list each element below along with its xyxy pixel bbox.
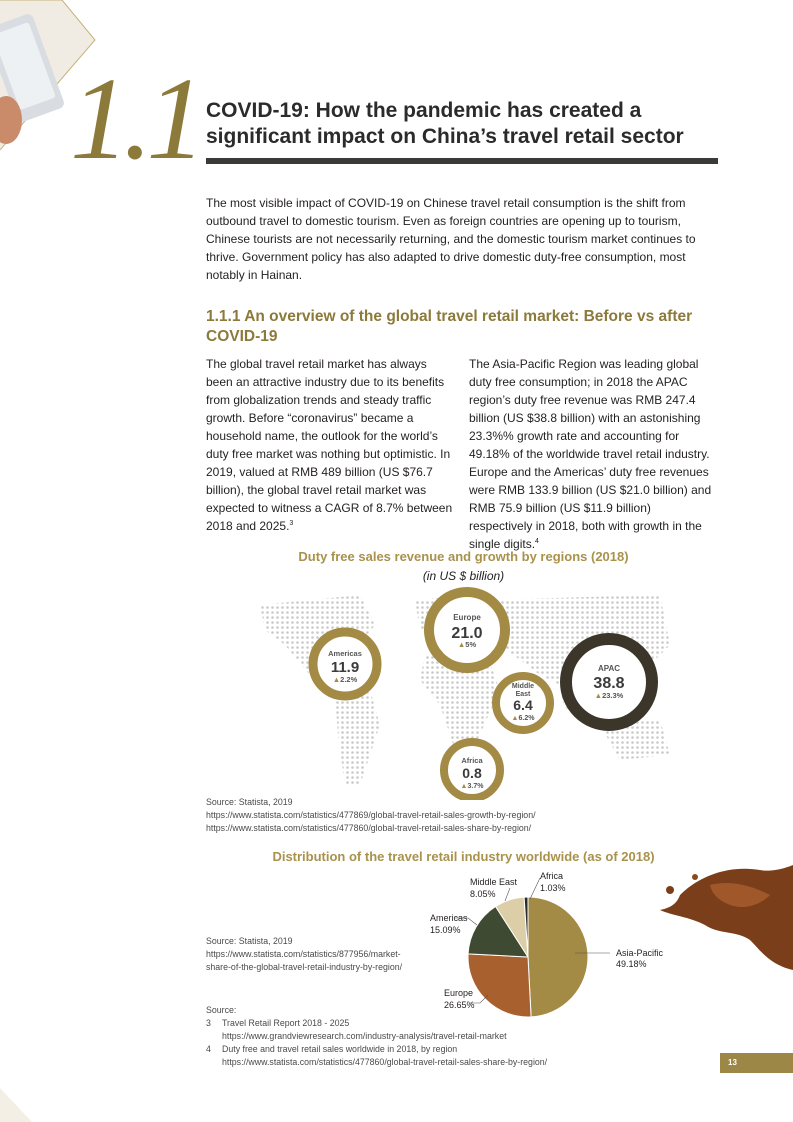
chart2-title: Distribution of the travel retail industry worldwide (as of 2018) [272,849,655,864]
bubble-americas [313,632,377,696]
pie-value-middle-east: 8.05% [470,889,496,899]
chart1-sources [206,796,706,835]
left-column-text [206,355,456,535]
pie-label-asia-pacific: Asia-Pacific [616,948,664,958]
title-rule [206,158,718,164]
pie-value-americas: 15.09% [430,925,461,935]
up-triangle-icon: ▲ [460,783,468,790]
bubble-africa-growth: 3.7% [467,783,484,790]
chart1-source-label: Source: Statista, 2019 [206,797,293,807]
footnote-3-number: 3 [206,1018,211,1028]
chart2-source-link-2[interactable]: share-of-the-global-travel-retail-industry-by-region/ [206,962,403,972]
bubble-europe-growth: 5% [465,640,477,649]
bubble-middle-east-label-2: East [515,691,531,698]
chart1-subtitle: (in US $ billion) [422,569,505,583]
bubble-middle-east-growth: 6.2% [518,715,535,722]
pie-value-asia-pacific: 49.18% [616,959,647,969]
right-column-text [469,355,717,553]
section-number: 1.1 [70,53,200,184]
up-triangle-icon: ▲ [457,640,466,649]
footnote-ref-3: 3 [289,520,294,527]
chart1-title: Duty free sales revenue and growth by regions (2018) [298,549,629,564]
chart1-source-link-1[interactable]: https://www.statista.com/statistics/477869/global-travel-retail-sales-growth-by-region/ [206,810,536,820]
right-column-body: The Asia-Pacific Region was leading global duty free consumption; in 2018 the APAC region’s duty free revenue was RMB 247.4 billion (US $38.8 billion) with an astonishing 23.3%% growth rate and accounting for 49.18% of the worldwide travel retail industry. Europe and the Americas’ duty free revenues were RMB 133.9 billion (US $21.0 billion) and RMB 75.9 billion (US $11.9 billion) respectively in 2018, both with growth in the single digits. [469,357,712,551]
bubble-europe-label: Europe [453,613,481,622]
bubble-europe-growth-line [458,640,477,649]
bubble-apac-value: 38.8 [593,675,625,692]
bubble-apac-growth: 23.3% [602,691,624,700]
footnotes [206,1004,706,1069]
bubble-apac [566,639,652,725]
bubble-apac-label: APAC [597,664,621,673]
intro-paragraph: The most visible impact of COVID-19 on Chinese travel retail consumption is the shift from outbound travel to domestic tourism. Even as foreign countries are opening up to tourism, Chinese tourists are not necessarily returning, and the domestic tourism market continues to thrive. Government policy has also adapted to drive domestic duty-free consumption, most notably in Hainan. [206,196,696,282]
bubble-apac-growth-line [595,691,624,700]
footnotes-label: Source: [206,1005,237,1015]
bubble-middle-east-label-1: Middle [511,683,535,690]
bubble-americas-value: 11.9 [330,659,360,676]
bubble-europe [429,592,505,668]
bubble-americas-growth: 2.2% [340,675,358,684]
bubble-middle-east [496,676,550,730]
pie-slice-asia-pacific [528,897,588,1017]
world-map-bubble-chart [240,585,700,800]
footnote-4-link[interactable]: https://www.statista.com/statistics/477860/global-travel-retail-sales-share-by-region/ [222,1057,548,1067]
bubble-middle-east-growth-line [512,715,536,722]
up-triangle-icon: ▲ [594,691,603,700]
pie-label-europe: Europe [444,988,474,998]
footnote-4-title: Duty free and travel retail sales worldwide in 2018, by region [222,1044,458,1054]
chart2-sources [206,935,446,974]
bubble-africa-value: 0.8 [462,765,482,781]
bubble-americas-growth-line [333,675,358,684]
bottom-corner-decoration [0,1088,40,1122]
footnote-4-number: 4 [206,1044,211,1054]
footnote-ref-4: 4 [535,538,539,545]
pie-value-europe: 26.65% [444,1000,475,1010]
chart2-source-label: Source: Statista, 2019 [206,936,293,946]
bubble-africa [444,742,500,798]
section-title: COVID-19: How the pandemic has created a significant impact on China’s travel retail sector [206,99,684,148]
page-number: 13 [720,1053,793,1073]
footnote-3-link[interactable]: https://www.grandviewresearch.com/industry-analysis/travel-retail-market [222,1031,507,1041]
up-triangle-icon: ▲ [511,715,519,722]
pie-slices [468,897,588,1017]
footnote-3-title: Travel Retail Report 2018 - 2025 [222,1018,350,1028]
bubble-americas-label: Americas [328,649,362,658]
bubble-middle-east-value: 6.4 [513,697,533,713]
bubble-europe-value: 21.0 [451,625,483,642]
footnote-3 [206,1017,706,1030]
chart1-source-link-2[interactable]: https://www.statista.com/statistics/477860/global-travel-retail-sales-share-by-region/ [206,823,532,833]
pie-label-americas: Americas [430,913,468,923]
pie-label-africa: Africa [540,871,564,881]
pie-label-middle-east: Middle East [470,877,518,887]
pie-value-africa: 1.03% [540,883,566,893]
left-column-body: The global travel retail market has always been an attractive industry due to its benefits from globalization trends and steady traffic growth. Before “coronavirus” became a household name, the outlook for the world’s duty free market was nothing but optimistic. In 2019, valued at RMB 489 billion (US $76.7 billion), the global travel retail market was expected to witness a CAGR of 8.7% between 2018 and 2025. [206,357,453,533]
subsection-title: 1.1.1 An overview of the global travel retail market: Before vs after COVID-19 [206,308,693,345]
chart2-source-link-1[interactable]: https://www.statista.com/statistics/877956/market- [206,949,401,959]
up-triangle-icon: ▲ [332,675,341,684]
footnote-4 [206,1043,706,1056]
bubble-africa-growth-line [461,783,485,790]
bubble-africa-label: Africa [461,756,483,765]
